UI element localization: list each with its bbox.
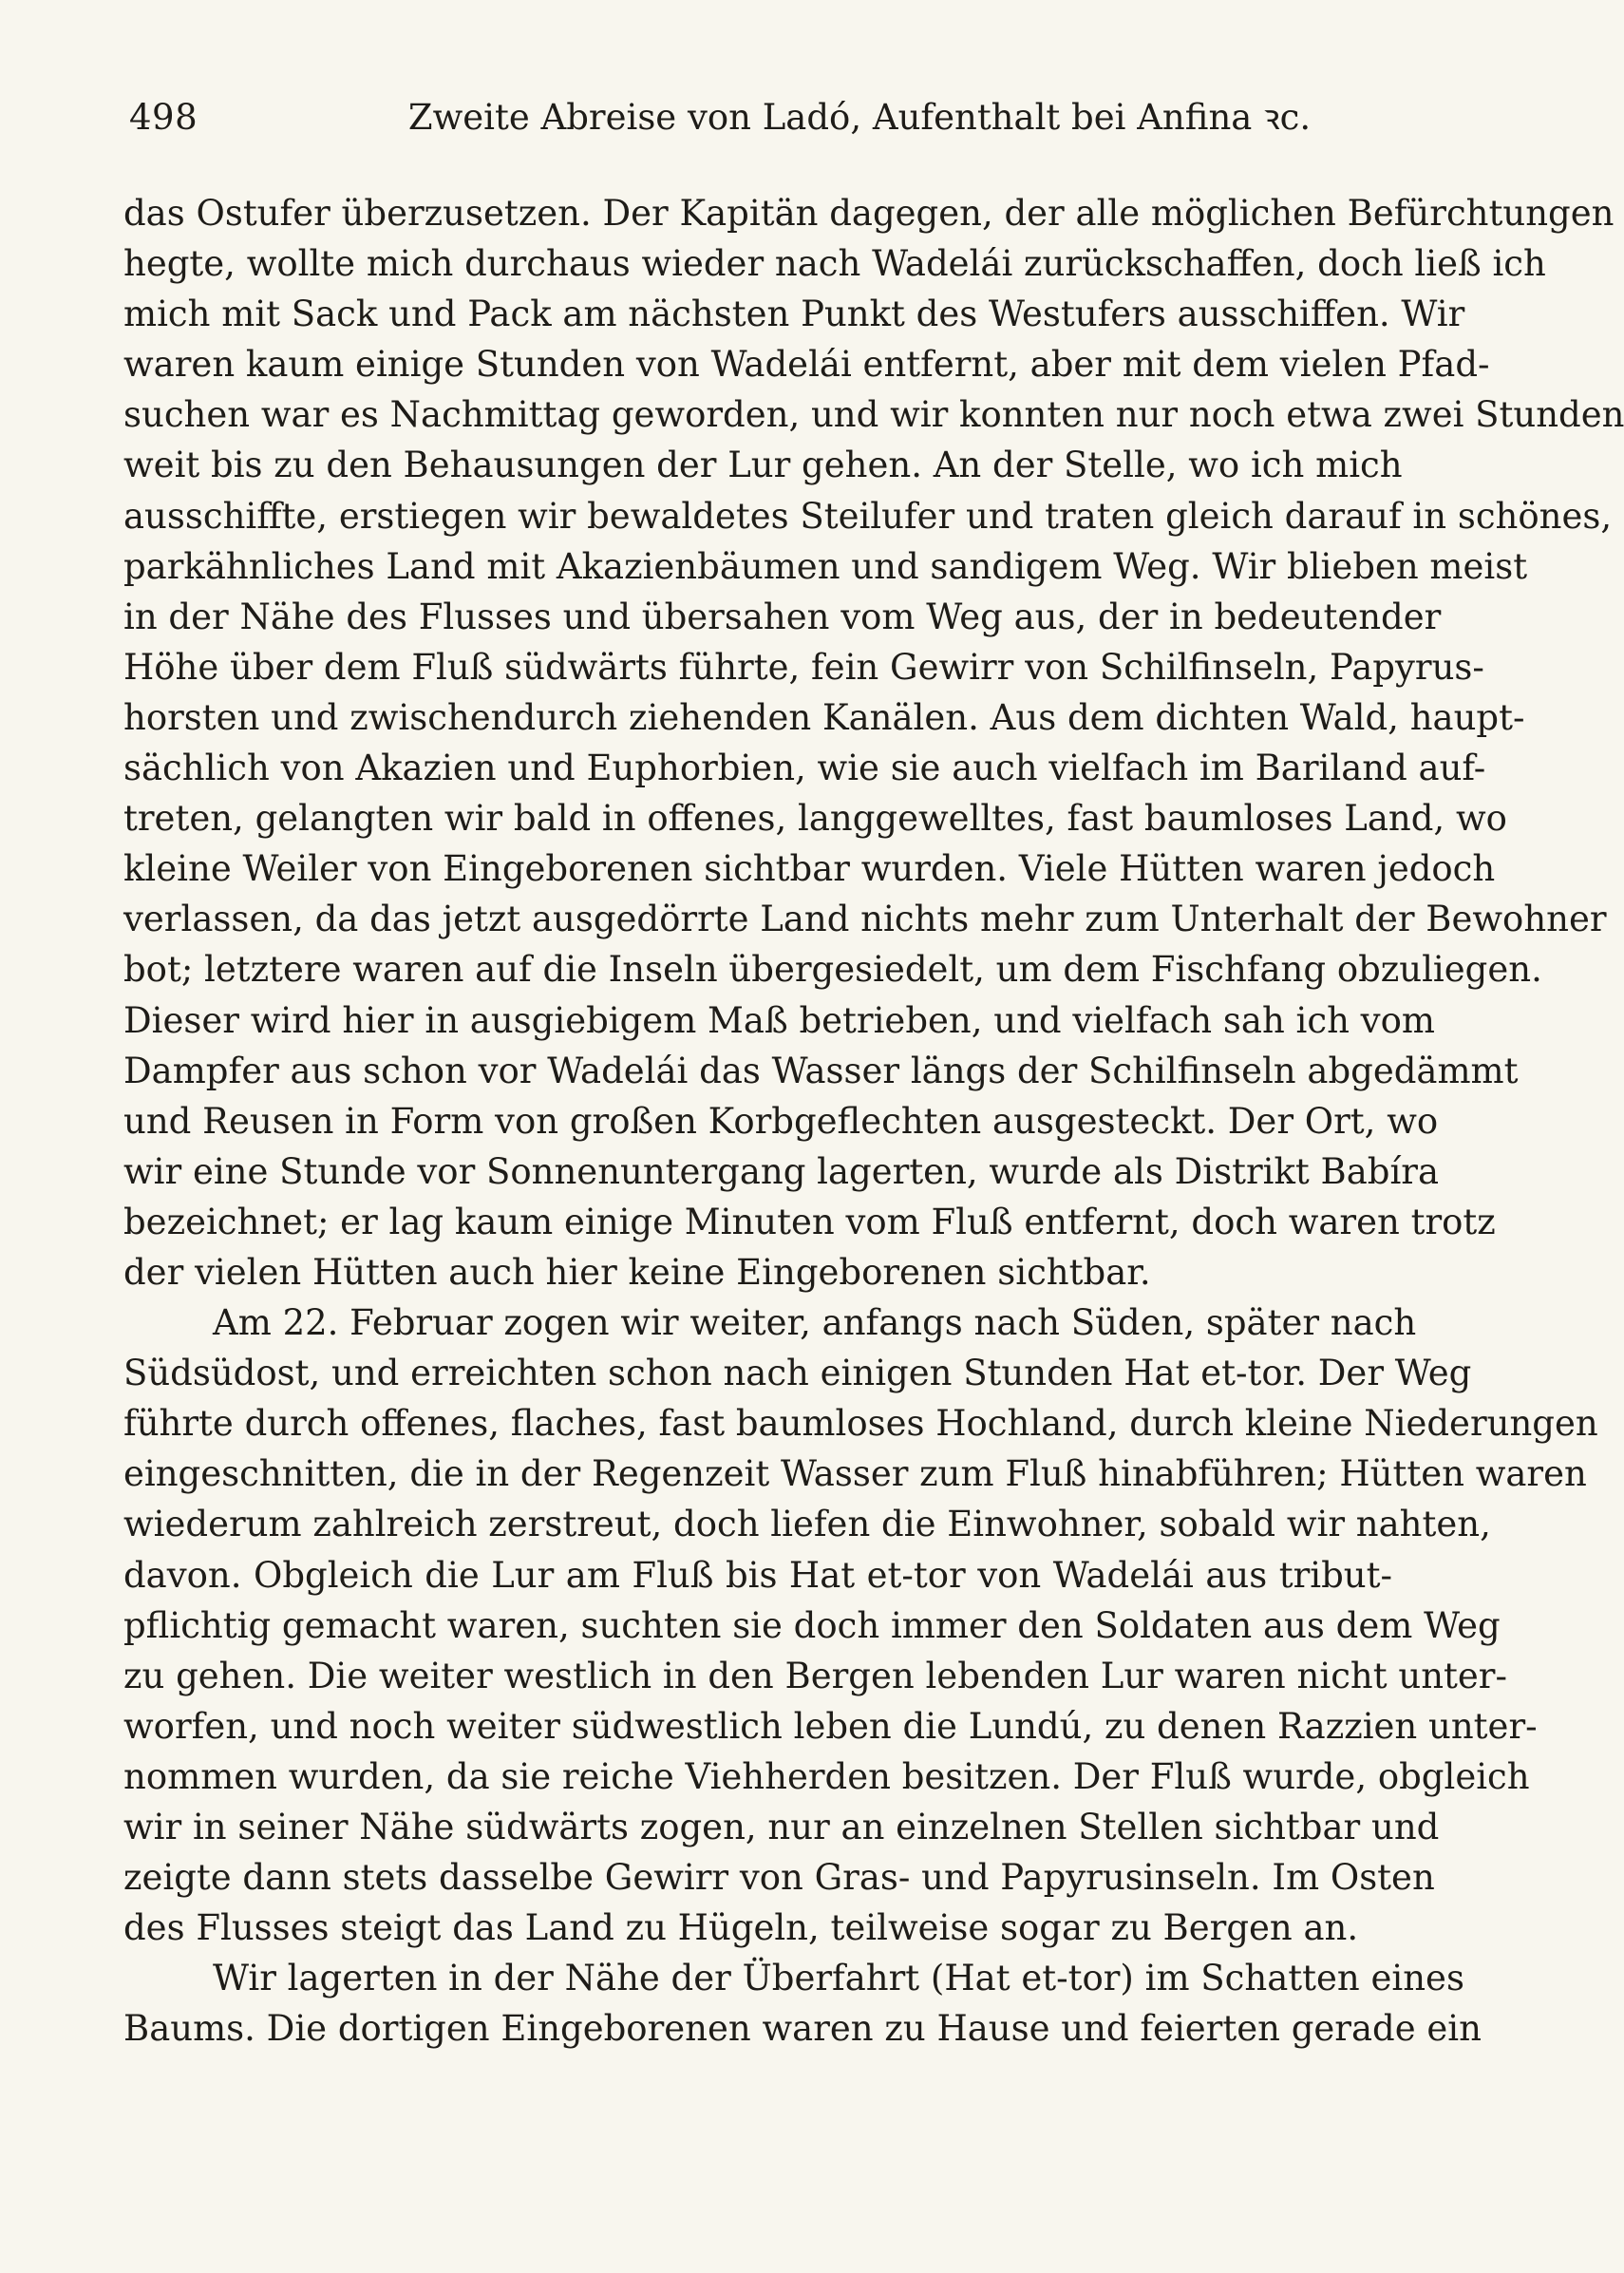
text-line: davon. Obgleich die Lur am Fluß bis Hat et-tor von Wadelái aus tribut- <box>123 1554 1392 1596</box>
text-line: waren kaum einige Stunden von Wadelái entfernt, aber mit dem vielen Pfad- <box>123 344 1490 386</box>
running-title: Zweite Abreise von Ladó, Aufenthalt bei Anfina ꝛc. <box>407 97 1312 138</box>
text-line: mich mit Sack und Pack am nächsten Punkt des Westufers ausschiffen. Wir <box>123 294 1465 335</box>
text-line: des Flusses steigt das Land zu Hügeln, teilweise sogar zu Bergen an. <box>123 1907 1359 1949</box>
text-line: verlassen, da das jetzt ausgedörrte Land nichts mehr zum Unterhalt der Bewohner <box>123 899 1607 940</box>
text-line: der vielen Hütten auch hier keine Eingeborenen sichtbar. <box>123 1251 1151 1293</box>
text-line: zeigte dann stets dasselbe Gewirr von Gras- und Papyrusinseln. Im Osten <box>123 1857 1435 1899</box>
text-line: bot; letztere waren auf die Inseln übergesiedelt, um dem Fischfang obzuliegen. <box>123 949 1542 991</box>
paragraph-2 <box>123 1298 1598 1953</box>
page-number: 498 <box>129 97 198 138</box>
text-line: ausschiffte, erstiegen wir bewaldetes Steilufer und traten gleich darauf in schönes, <box>123 495 1613 537</box>
page-header <box>123 93 1392 142</box>
text-line: zu gehen. Die weiter westlich in den Bergen lebenden Lur waren nicht unter- <box>123 1655 1507 1696</box>
text-line: wiederum zahlreich zerstreut, doch liefen die Einwohner, sobald wir nahten, <box>123 1504 1491 1545</box>
text-line: Höhe über dem Fluß südwärts führte, fein Gewirr von Schilfinseln, Papyrus- <box>123 646 1484 688</box>
text-line: treten, gelangten wir bald in offenes, langgewelltes, fast baumloses Land, wo <box>123 798 1507 840</box>
text-line: suchen war es Nachmittag geworden, und wir konnten nur noch etwa zwei Stunden <box>123 394 1624 436</box>
text-line: Dieser wird hier in ausgiebigem Maß betrieben, und vielfach sah ich vom <box>123 999 1435 1041</box>
text-line: nommen wurden, da sie reiche Viehherden besitzen. Der Fluß wurde, obgleich <box>123 1755 1530 1797</box>
text-line: sächlich von Akazien und Euphorbien, wie sie auch vielfach im Bariland auf- <box>123 748 1486 789</box>
text-line: eingeschnitten, die in der Regenzeit Wasser zum Fluß hinabführen; Hütten waren <box>123 1453 1587 1495</box>
text-line: hegte, wollte mich durchaus wieder nach Wadelái zurückschaffen, doch ließ ich <box>123 243 1546 285</box>
text-line: pflichtig gemacht waren, suchten sie doch immer den Soldaten aus dem Weg <box>123 1604 1501 1646</box>
text-line: weit bis zu den Behausungen der Lur gehen. An der Stelle, wo ich mich <box>123 445 1403 486</box>
text-line: und Reusen in Form von großen Korbgeflechten ausgesteckt. Der Ort, wo <box>123 1100 1439 1142</box>
text-line: parkähnliches Land mit Akazienbäumen und sandigem Weg. Wir blieben meist <box>123 545 1528 587</box>
body-text <box>123 188 1624 2054</box>
text-line: Südsüdost, und erreichten schon nach einigen Stunden Hat et-tor. Der Weg <box>123 1353 1472 1394</box>
text-line: wir in seiner Nähe südwärts zogen, nur an einzelnen Stellen sichtbar und <box>123 1807 1440 1847</box>
text-line: wir eine Stunde vor Sonnenuntergang lagerten, wurde als Distrikt Babíra <box>123 1150 1440 1192</box>
paragraph-1 <box>123 188 1624 1298</box>
text-line: Dampfer aus schon vor Wadelái das Wasser längs der Schilfinseln abgedämmt <box>123 1050 1519 1091</box>
text-line: horsten und zwischendurch ziehenden Kanälen. Aus dem dichten Wald, haupt- <box>123 696 1525 738</box>
text-line: führte durch offenes, flaches, fast baumloses Hochland, durch kleine Niederungen <box>123 1403 1598 1445</box>
text-line: das Ostufer überzusetzen. Der Kapitän dagegen, der alle möglichen Befürchtungen <box>123 193 1615 234</box>
text-line: Am 22. Februar zogen wir weiter, anfangs nach Süden, später nach <box>213 1302 1417 1344</box>
text-line: worfen, und noch weiter südwestlich leben die Lundú, zu denen Razzien unter- <box>123 1705 1538 1747</box>
text-line: Baums. Die dortigen Eingeborenen waren zu Hause und feierten gerade ein <box>123 2008 1482 2050</box>
text-line: kleine Weiler von Eingeborenen sichtbar wurden. Viele Hütten waren jedoch <box>123 848 1496 890</box>
text-line: in der Nähe des Flusses und übersahen vom Weg aus, der in bedeutender <box>123 596 1442 637</box>
paragraph-3 <box>123 1953 1482 2054</box>
text-line: Wir lagerten in der Nähe der Überfahrt (Hat et-tor) im Schatten eines <box>213 1958 1464 1999</box>
text-line: bezeichnet; er lag kaum einige Minuten vom Fluß entfernt, doch waren trotz <box>123 1201 1496 1242</box>
